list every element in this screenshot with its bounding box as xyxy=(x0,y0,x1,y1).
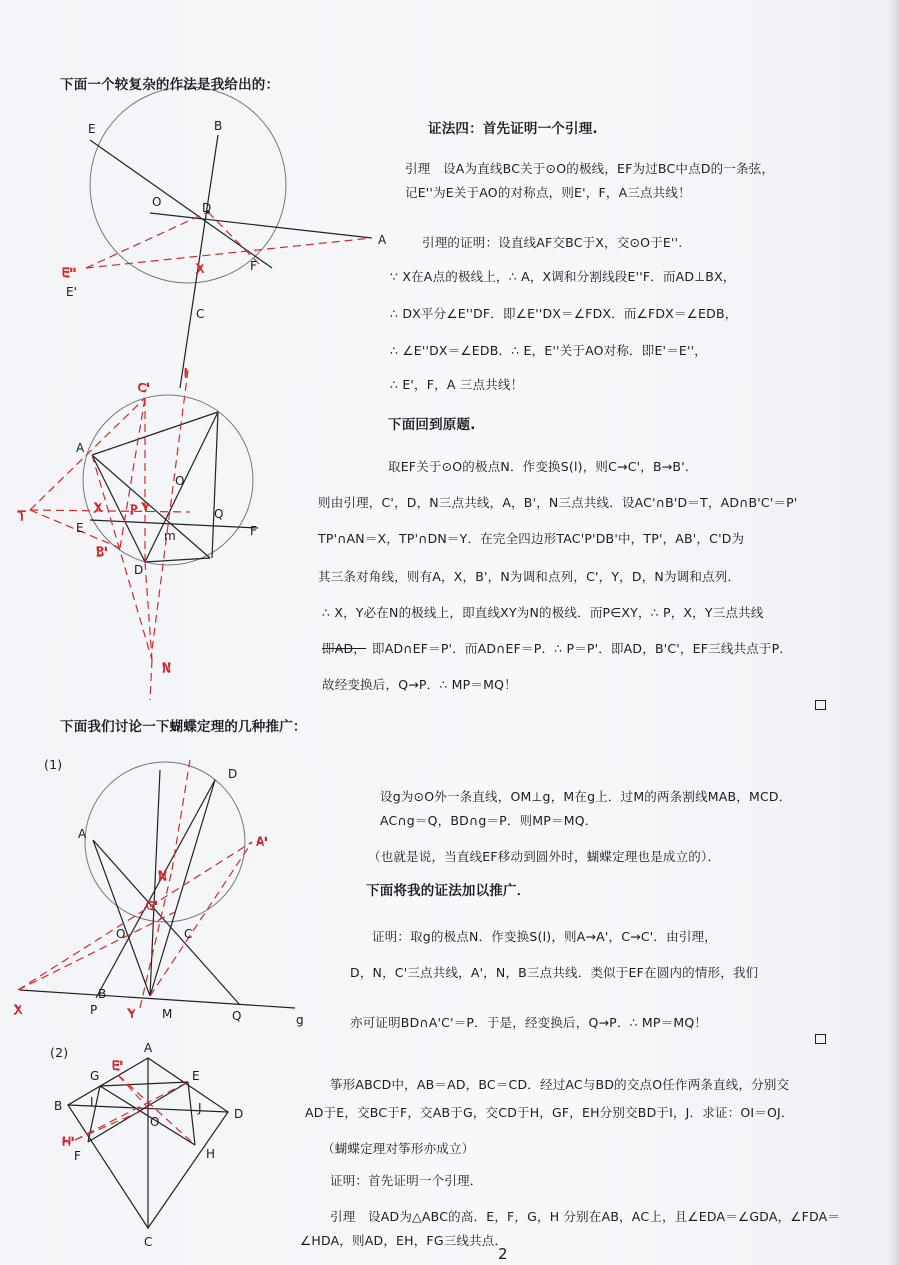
fig2-label: F xyxy=(250,524,257,538)
fig2-label: X xyxy=(94,501,103,515)
fig3-label: Y xyxy=(128,1007,136,1021)
back-line: 即AD∩EF＝P'．而AD∩EF＝P．∴ P＝P'．即AD，B'C'，EF三线共点于P． xyxy=(372,641,793,656)
qed-box xyxy=(815,1034,826,1044)
line-eh xyxy=(188,1082,195,1145)
fig2-label: l xyxy=(184,367,188,381)
fig2-label: Q xyxy=(214,507,224,521)
fig2-label: T xyxy=(18,509,26,523)
fig3-label: C' xyxy=(146,899,158,913)
fig3-label: N xyxy=(158,869,167,883)
fig2-label: C' xyxy=(138,381,150,395)
fig4-label: E xyxy=(192,1069,200,1083)
fig3-label: D xyxy=(228,767,238,781)
fig3-label: Q xyxy=(232,1009,242,1023)
fig3-label: A' xyxy=(256,835,268,849)
fig2-label: m xyxy=(164,529,176,543)
line-e2-o xyxy=(118,1075,148,1108)
case1-line: AC∩g＝Q，BD∩g＝P．则MP＝MQ． xyxy=(380,813,598,828)
proof-line: ∴ ∠E''DX＝∠EDB．∴ E，E''关于AO对称．即E'＝E''， xyxy=(390,343,707,358)
proof-line: 引理的证明：设直线AF交BC于X，交⊙O于E''. xyxy=(422,235,683,250)
fig4-label: J xyxy=(198,1101,202,1115)
fig1-label: D xyxy=(202,201,212,215)
fig4-label: B xyxy=(54,1099,63,1113)
fig2-label: Y xyxy=(142,501,150,515)
proof-line: ∴ E'，F，A 三点共线！ xyxy=(390,377,524,392)
method4-title: 证法四：首先证明一个引理. xyxy=(428,121,598,137)
case2-line: （蝴蝶定理对筝形亦成立） xyxy=(322,1141,475,1156)
fig3-label: g xyxy=(296,1013,304,1027)
case1-sub: 下面将我的证法加以推广． xyxy=(366,883,531,899)
intro-heading: 下面一个较复杂的作法是我给出的： xyxy=(60,77,280,93)
back-line: 取EF关于⊙O的极点N．作变换S(l)，则C→C'，B→B'． xyxy=(388,459,698,474)
back-line: 则由引理，C'，D，N三点共线，A，B'，N三点共线．设AC'∩B'D＝T，AD∩B'C'＝P' xyxy=(318,495,798,510)
qed-box xyxy=(815,700,826,710)
line-ge xyxy=(100,1082,188,1086)
case1-number: (1) xyxy=(44,757,63,772)
fig2-label: P xyxy=(130,503,138,517)
fig4-label: I xyxy=(90,1095,94,1109)
fig4-label: D xyxy=(234,1107,244,1121)
fig4-label: H' xyxy=(62,1135,75,1149)
case2-lemma-line: ∠HDA，则AD，EH，FG三线共点． xyxy=(300,1233,508,1248)
fig3-label: X xyxy=(14,1003,23,1017)
fig2-label: E xyxy=(76,521,84,535)
case1-note: （也就是说，当直线EF移动到圆外时，蝴蝶定理也是成立的）． xyxy=(368,849,721,864)
fig3-label: M xyxy=(162,1007,173,1021)
fig4-label: H xyxy=(206,1147,216,1161)
back-line: ∴ X，Y必在N的极线上，即直线XY为N的极线．而P∈XY，∴ P，X，Y三点共线 xyxy=(322,605,764,620)
case2-lemma-line: 引理 设AD为△ABC的高．E，F，G，H 分别在AB，AC上，且∠EDA＝∠GDA，∠FDA＝ xyxy=(330,1209,841,1224)
case2-line: 筝形ABCD中，AB＝AD，BC＝CD．经过AC与BD的交点O任作两条直线，分别交 xyxy=(330,1077,790,1092)
line-h2-o xyxy=(75,1108,148,1140)
page-number: 2 xyxy=(498,1245,508,1263)
fig1-label: B xyxy=(214,119,223,133)
case1-proof-line: D，N，C'三点共线，A'，N，B三点共线．类似于EF在圆内的情形，我们 xyxy=(350,965,759,980)
back-line: TP'∩AN＝X，TP'∩DN＝Y．在完全四边形TAC'P'DB'中，TP'，AB'，C'D为 xyxy=(318,531,745,546)
fig2-label: A xyxy=(76,441,85,455)
case1-proof-line: 证明：取g的极点N．作变换S(l)，则A→A'，C→C'．由引理， xyxy=(372,929,717,944)
fig3-label: P xyxy=(90,1003,98,1017)
fig4-label: A xyxy=(144,1041,153,1055)
fig2-label: B' xyxy=(96,545,108,559)
case2-proof-title: 证明：首先证明一个引理． xyxy=(330,1173,483,1188)
fig4-label: G xyxy=(90,1069,100,1083)
fig3-label: C xyxy=(184,927,193,941)
fig4-label: E' xyxy=(112,1059,123,1073)
lemma-line: 记E''为E关于AO的对称点，则E'，F，A三点共线！ xyxy=(405,185,691,200)
generalization-title: 下面我们讨论一下蝴蝶定理的几种推广： xyxy=(60,719,307,735)
back-line: 其三条对角线，则有A，X，B'，N为调和点列，C'，Y，D，N为调和点列． xyxy=(318,569,741,584)
back-line-strikeout: 即AD， xyxy=(322,641,366,656)
fig2-label: D xyxy=(134,563,144,577)
fig1-label: E xyxy=(88,122,96,136)
case1-proof-line: 亦可证明BD∩A'C'＝P．于是，经变换后，Q→P．∴ MP＝MQ！ xyxy=(350,1015,708,1030)
fig1-label: X xyxy=(196,262,205,276)
proof-line: ∵ X在A点的极线上，∴ A，X调和分割线段E''F．而AD⊥BX， xyxy=(390,269,736,284)
back-title: 下面回到原题. xyxy=(388,417,476,433)
fig4-label: O xyxy=(150,1115,160,1129)
fig1-label: A xyxy=(378,233,387,247)
case2-number: (2) xyxy=(50,1045,69,1060)
fig3-label: B xyxy=(98,987,107,1001)
case1-line: 设g为⊙O外一条直线，OM⊥g，M在g上．过M的两条割线MAB，MCD． xyxy=(380,789,792,804)
fig1-label: E' xyxy=(66,285,77,299)
fig1-label: C xyxy=(196,307,205,321)
fig3-label: O xyxy=(116,927,126,941)
lemma-line: 引理 设A为直线BC关于⊙O的极线，EF为过BC中点D的一条弦， xyxy=(405,161,775,176)
fig1-label: O xyxy=(152,195,162,209)
proof-line: ∴ DX平分∠E''DF．即∠E''DX＝∠FDX．而∠FDX＝∠EDB， xyxy=(390,306,738,321)
fig3-label: A xyxy=(78,827,87,841)
case2-line: AD于E，交BC于F，交AB于G，交CD于H，GF，EH分别交BD于I，J．求证：OI＝OJ． xyxy=(305,1105,794,1120)
fig4-label: C xyxy=(144,1235,153,1249)
fig4-label: F xyxy=(74,1149,81,1163)
back-line: 故经变换后，Q→P．∴ MP＝MQ！ xyxy=(322,677,517,692)
fig2-label: O xyxy=(175,474,185,488)
fig2-label: N xyxy=(162,661,171,675)
fig1-label: F xyxy=(250,259,257,273)
fig1-label: E'' xyxy=(62,266,77,280)
